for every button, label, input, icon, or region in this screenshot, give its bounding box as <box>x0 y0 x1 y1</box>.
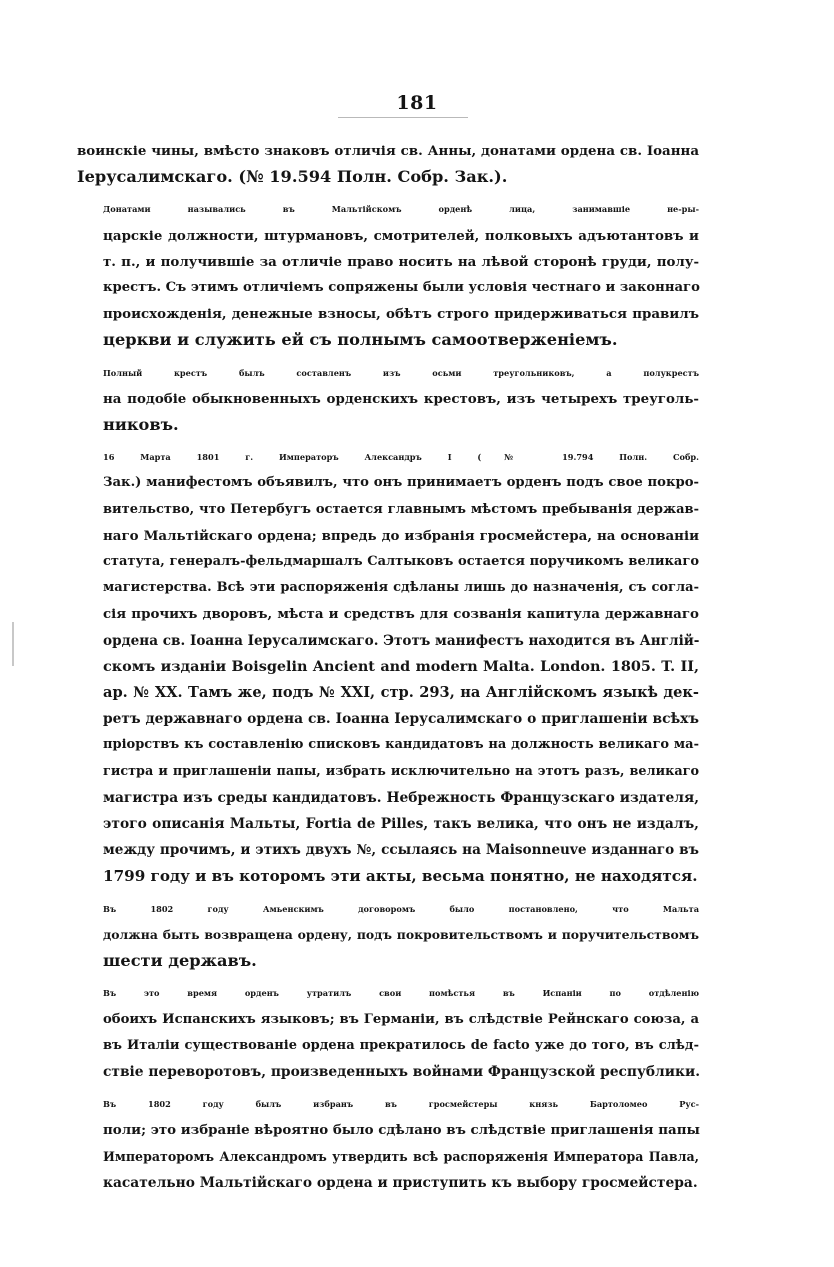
text-line: ствіе переворотовъ, произведенныхъ войнами Французской республики. <box>103 1063 700 1080</box>
text-line: Въ 1802 году былъ избранъ въ гросмейстеры князь Бартоломео Рус- <box>103 1099 699 1110</box>
text-line: между прочимъ, и этихъ двухъ №, ссылаясь на Maisonneuve изданнаго въ <box>103 842 699 859</box>
paragraph <box>77 444 699 889</box>
text-line: царскіе должности, штурмановъ, смотрителей, полковыхъ адъютантовъ и <box>103 227 699 244</box>
text-line: поли; это избраніе вѣроятно было сдѣлано въ слѣдствіе приглашенія папы <box>103 1122 700 1139</box>
page-number-rule <box>338 117 468 118</box>
text-line: пріорствъ къ составленію списковъ кандидатовъ на должность великаго ма- <box>103 737 699 753</box>
text-line: 16 Марта 1801 г. Императоръ Александръ I (№ 19.794 Полн. Собр. <box>103 452 699 463</box>
body-text <box>77 138 699 1202</box>
text-line: магистерства. Всѣ эти распоряженія сдѣланы лишь до назначенія, съ согла- <box>103 580 699 596</box>
text-line: въ Италіи существованіе ордена прекратилось de facto уже до того, въ слѣд- <box>103 1037 699 1053</box>
text-line: обоихъ Испанскихъ языковъ; въ Германіи, въ слѣдствіе Рейнскаго союза, а <box>103 1011 699 1027</box>
text-line: статута, генералъ-фельдмаршалъ Салтыковъ остается поручикомъ великаго <box>103 554 699 570</box>
text-line: Императоромъ Александромъ утвердить всѣ распоряженія Императора Павла, <box>103 1148 699 1164</box>
text-line: скомъ изданіи Boisgelin Ancient and modern Malta. London. 1805. T. II, <box>103 657 699 675</box>
text-line: этого описанія Мальты, Fortia de Pilles, такъ велика, что онъ не издалъ, <box>103 816 699 833</box>
text-line: Полный крестъ былъ составленъ изъ осьми треугольниковъ, а полукрестъ <box>103 367 699 378</box>
text-line: ретъ державнаго ордена св. Іоанна Іерусалимскаго о приглашеніи всѣхъ <box>103 711 699 728</box>
text-line: никовъ. <box>103 415 179 435</box>
text-line: воинскіе чины, вмѣсто знаковъ отличія св. Анны, донатами ордена св. Іоанна <box>77 143 699 159</box>
text-line: Іерусалимскаго. (№ 19.594 Полн. Собр. Зак.). <box>77 167 508 187</box>
text-line: происхожденія, денежные взносы, обѣтъ строго придерживаться правилъ <box>103 306 699 323</box>
text-line: вительство, что Петербугъ остается главнымъ мѣстомъ пребыванія держав- <box>103 501 699 517</box>
text-line: должна быть возвращена ордену, подъ покровительствомъ и поручительствомъ <box>103 926 699 942</box>
paragraph <box>77 360 699 439</box>
text-line: касательно Мальтійскаго ордена и приступить къ выбору гросмейстера. <box>103 1174 698 1191</box>
text-line: наго Мальтійскаго ордена; впредь до избранія гросмейстера, на основаніи <box>103 527 699 544</box>
text-line: церкви и служить ей съ полнымъ самоотверженіемъ. <box>103 330 618 350</box>
text-line: ордена св. Іоанна Іерусалимскаго. Этотъ манифестъ находится въ Англій- <box>103 632 700 649</box>
scan-margin-mark <box>12 622 14 666</box>
text-line: Зак.) манифестомъ объявилъ, что онъ принимаетъ орденъ подъ свое покро- <box>103 475 699 491</box>
paragraph <box>77 138 699 190</box>
text-line: сія прочихъ дворовъ, мѣста и средствъ для созванія капитула державнаго <box>103 606 699 623</box>
text-line: Въ 1802 году Амьенскимъ договоромъ было постановлено, что Мальта <box>103 903 699 914</box>
text-line: 1799 году и въ которомъ эти акты, весьма понятно, не находятся. <box>103 867 698 886</box>
text-line: крестъ. Съ этимъ отличіемъ сопряжены были условія честнаго и законнаго <box>103 280 700 296</box>
text-line: шести державъ. <box>103 951 257 971</box>
text-line: Донатами назывались въ Мальтійскомъ орденѣ лица, занимавшіе не-ры- <box>103 204 699 215</box>
page-number: 181 <box>396 92 438 114</box>
text-line: т. п., и получившіе за отличіе право носить на лѣвой сторонѣ груди, полу- <box>103 253 699 270</box>
text-line: магистра изъ среды кандидатовъ. Небрежность Французскаго издателя, <box>103 789 699 806</box>
paragraph <box>77 196 699 353</box>
paragraph <box>77 980 699 1085</box>
text-line: гистра и приглашеніи папы, избрать исключительно на этотъ разъ, великаго <box>103 763 699 779</box>
text-line: на подобіе обыкновенныхъ орденскихъ крестовъ, изъ четырехъ треуголь- <box>103 390 699 407</box>
text-line: ар. № XX. Тамъ же, подъ № XXI, стр. 293, на Англійскомъ языкѣ дек- <box>103 684 699 702</box>
text-line: Въ это время орденъ утратилъ свои помѣстья въ Испаніи по отдѣленію <box>103 988 699 999</box>
paragraph <box>77 1091 699 1196</box>
paragraph <box>77 896 699 975</box>
